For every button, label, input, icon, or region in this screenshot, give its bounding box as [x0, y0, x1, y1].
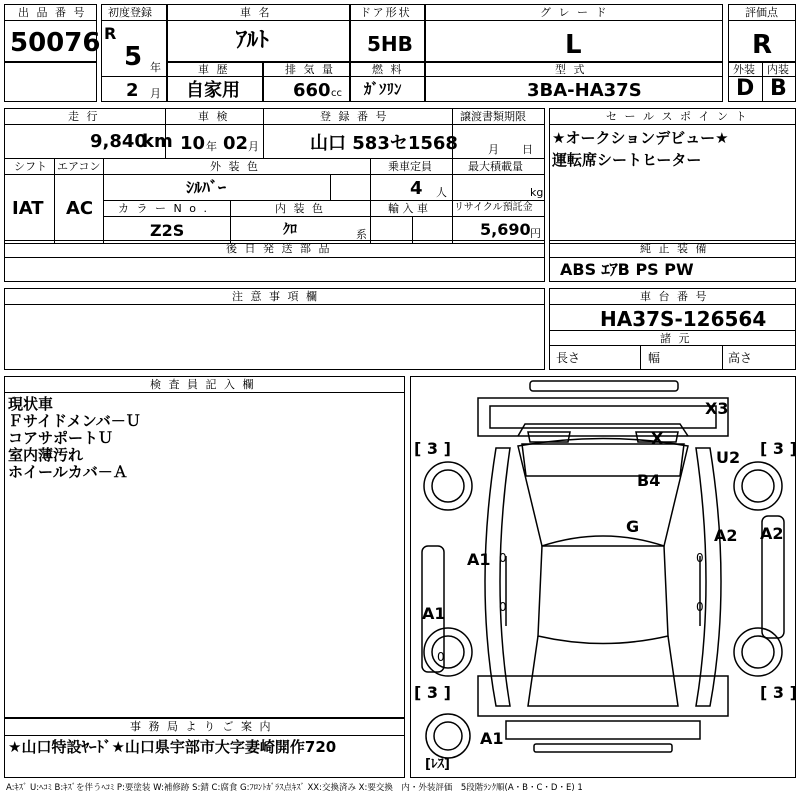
front-left-wheel: [424, 462, 472, 510]
history: 自家用: [186, 80, 240, 101]
tailgate: [478, 676, 728, 716]
color-number: Z2S: [150, 221, 185, 240]
rear-bumper-bottom: [534, 744, 672, 752]
grade: L: [565, 30, 582, 60]
zero-mark-4: 0: [696, 600, 704, 614]
mark-u2: U2: [716, 448, 741, 467]
legend: A:ｷｽﾞ U:ﾍｺﾐ B:ｷｽﾞを伴うﾍｺﾐ P:要塗装 W:補修跡 S:錆 C:腐食 G:ﾌﾛﾝﾄｶﾞﾗｽ点ｷｽﾞ XX:交換済み X:要交換 内・外装評価 5段階ﾗﾝｸ順(A・B・C・D・E) 1: [6, 783, 583, 793]
inspection-year: 10: [180, 133, 206, 154]
model-type: 3BA-HA37S: [527, 80, 642, 101]
zero-mark-5: 0: [437, 650, 445, 664]
front-bumper-top: [530, 381, 678, 391]
reg-year: 5: [124, 42, 143, 72]
mark-a1-door: A1: [467, 550, 491, 569]
score: R: [752, 30, 773, 60]
roof: [538, 536, 668, 644]
sales-line-1: ★オークションデビュー★: [552, 129, 729, 147]
spare-label: [ﾚｽ]: [425, 757, 450, 772]
era: R: [104, 24, 117, 43]
exterior-grade: D: [736, 76, 755, 101]
inspector-line-2: Ｆサイドメンバ－Ｕ: [8, 412, 141, 430]
interior-color: ｸﾛ: [283, 222, 297, 238]
hood-outline: [478, 398, 728, 436]
tire-rear-left: [ 3 ]: [414, 683, 451, 702]
reg-month: 2: [126, 80, 139, 101]
fuel: ｶﾞｿﾘﾝ: [364, 80, 402, 98]
door-type: 5HB: [367, 32, 413, 56]
mark-b4: B4: [637, 471, 661, 490]
shift: IAT: [12, 198, 44, 219]
front-right-wheel: [734, 462, 782, 510]
rear-right-wheel: [734, 628, 782, 676]
interior-grade: B: [770, 76, 787, 101]
spare-wheel: [426, 714, 470, 758]
rear-window: [528, 636, 678, 706]
registration-number: 山口 583セ1568: [310, 133, 458, 154]
rear-left-wheel: [424, 628, 472, 676]
zero-mark-1: 0: [499, 551, 507, 565]
mileage: 9,840: [90, 131, 147, 152]
tire-front-left: [ 3 ]: [414, 439, 451, 458]
air-conditioner: AC: [66, 198, 94, 219]
mark-x3: X3: [705, 399, 729, 418]
inspector-line-4: 室内薄汚れ: [8, 446, 84, 464]
first-reg-label: 初度登録: [108, 6, 152, 19]
lot-label: 出 品 番 号: [18, 6, 87, 19]
mark-g: G: [626, 517, 640, 536]
zero-mark-3: 0: [696, 551, 704, 565]
model-name: ｱﾙﾄ: [236, 28, 270, 53]
lot-number: 50076: [10, 28, 101, 58]
mark-x: X: [651, 429, 664, 448]
capacity: 4: [410, 178, 423, 199]
details-box: [4, 108, 545, 244]
mark-a2-side: A2: [760, 524, 784, 543]
windshield: [518, 439, 688, 547]
inspector-line-5: ホイールカバ－Ａ: [8, 463, 128, 481]
mark-a1-side: A1: [422, 604, 446, 623]
sales-line-2: 運転席シートヒーター: [552, 151, 702, 169]
mark-a1-rear: A1: [480, 729, 504, 748]
chassis-number: HA37S-126564: [600, 307, 767, 331]
displacement: 660: [293, 80, 331, 101]
tire-front-right: [ 3 ]: [760, 439, 797, 458]
tire-rear-right: [ 3 ]: [760, 683, 797, 702]
car-diagram: [410, 376, 796, 778]
mark-a2-door: A2: [714, 526, 738, 545]
pillars: [506, 556, 700, 626]
zero-mark-2: 0: [499, 600, 507, 614]
inspector-line-3: コアサポートＵ: [8, 429, 114, 447]
equipment: ABS ｴｱB PS PW: [560, 260, 694, 279]
recycle-fee: 5,690: [480, 220, 531, 239]
exterior-color: ｼﾙﾊﾞｰ: [186, 178, 227, 197]
inspection-month: 02: [223, 133, 249, 154]
office-note: ★山口特設ﾔｰﾄﾞ★山口県宇部市大字妻崎開作720: [8, 738, 337, 756]
rear-bumper: [506, 721, 700, 739]
inspector-line-1: 現状車: [8, 395, 54, 413]
